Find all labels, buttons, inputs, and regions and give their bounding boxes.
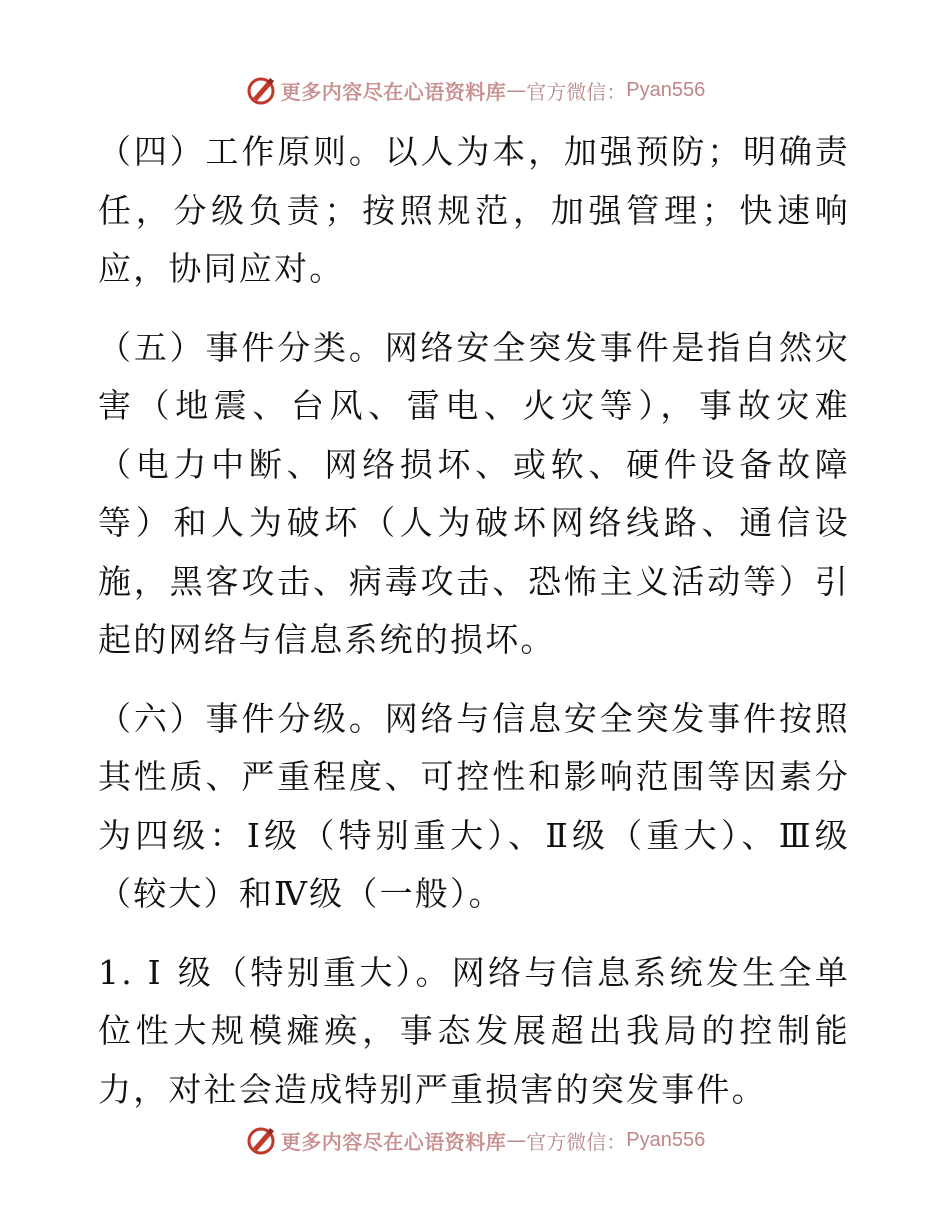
- banner-dash: —: [506, 1128, 527, 1152]
- banner-text: 更多内容尽在心语资料库: [280, 1129, 507, 1154]
- pen-logo-icon: [245, 1124, 277, 1156]
- paragraph-event-classification: （五）事件分类。网络安全突发事件是指自然灾害（地震、台风、雷电、火灾等），事故灾难（电力中断、网络损坏、或软、硬件设备故障等）和人为破坏（人为破坏网络线路、通信设施，黑客攻击、病毒攻击、恐怖主义活动等）引起的网络与信息系统的损坏。: [98, 327, 850, 659]
- banner-wechat-id: Pyan556: [626, 1128, 706, 1151]
- banner-wechat-label: 官方微信：: [526, 1129, 627, 1154]
- paragraph-work-principles: （四）工作原则。以人为本，加强预防；明确责任，分级负责；按照规范，加强管理；快速响应，协同应对。: [98, 132, 850, 288]
- header-banner: [0, 70, 950, 110]
- footer-banner: [0, 1120, 950, 1160]
- banner-wechat-id: Pyan556: [626, 78, 706, 101]
- banner-wechat-label: 官方微信：: [526, 79, 627, 104]
- paragraph-event-grading: （六）事件分级。网络与信息安全突发事件按照其性质、严重程度、可控性和影响范围等因素分为四级：Ⅰ级（特别重大）、Ⅱ级（重大）、Ⅲ级（较大）和Ⅳ级（一般）。: [98, 698, 850, 913]
- banner-text: 更多内容尽在心语资料库: [280, 79, 507, 104]
- pen-logo-icon: [245, 74, 277, 106]
- document-body: [98, 123, 850, 1139]
- banner-dash: —: [506, 78, 527, 102]
- paragraph-level-one: 1. Ⅰ 级（特别重大）。网络与信息系统发生全单位性大规模瘫痪，事态发展超出我局的控制能力，对社会造成特别严重损害的突发事件。: [98, 952, 850, 1109]
